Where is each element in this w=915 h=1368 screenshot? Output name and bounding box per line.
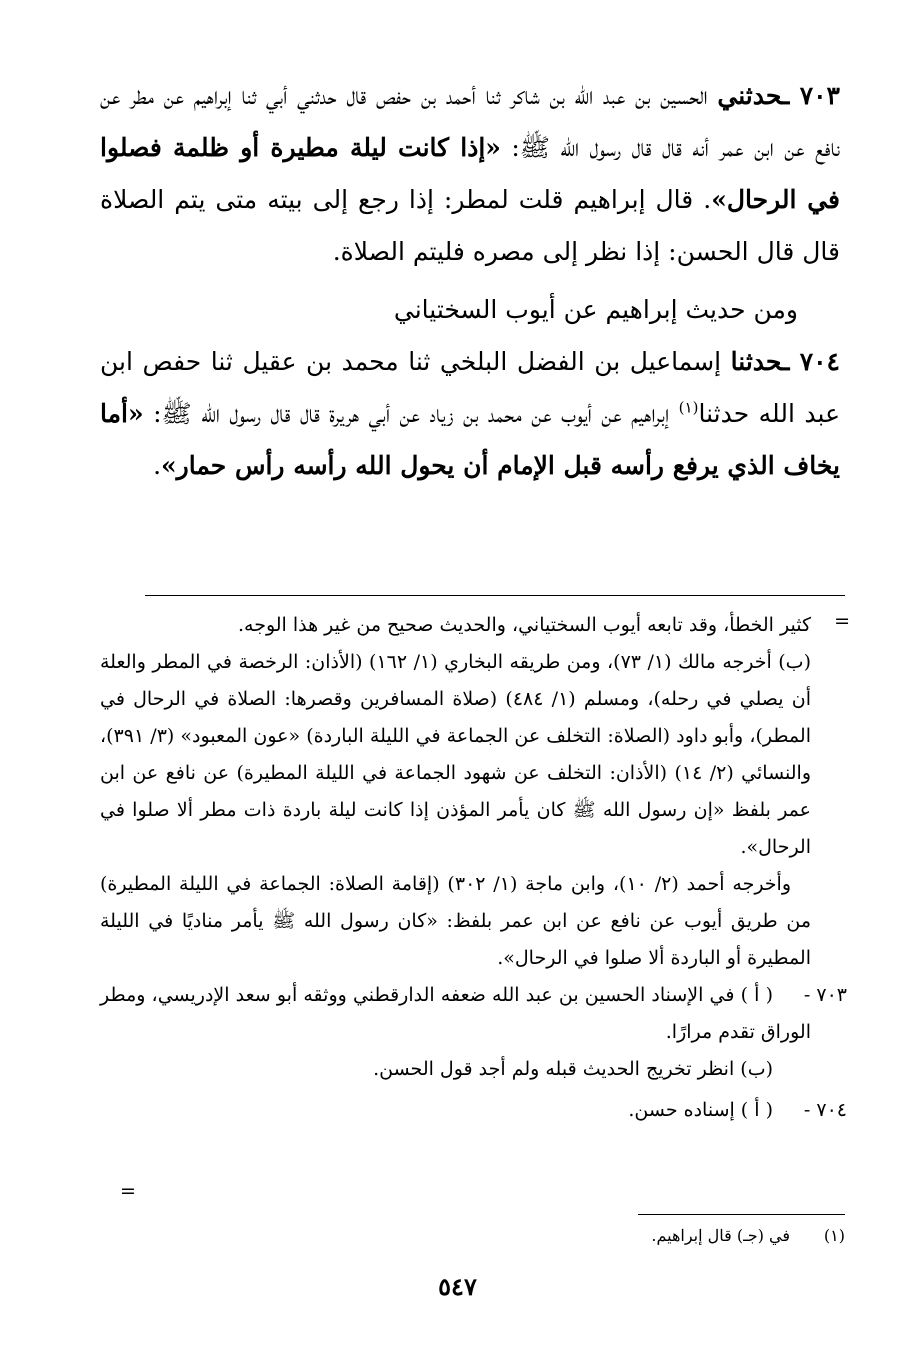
note-takhrij-b2: وأخرجه أحمد (٢/ ١٠)، وابن ماجة (١/ ٣٠٢) (إقامة الصلاة: الجماعة في الليلة المطيرة) من طريق أيوب عن نافع عن ابن عمر بلفظ: «كان رسول الله ﷺ يأمر مناديًا في الليلة المطيرة أو الباردة ألا صلوا في الرحال». — [100, 873, 811, 969]
note-label: ٧٠٤ - — [803, 1099, 847, 1121]
note-text: ( أ ) إسناده حسن. — [628, 1099, 773, 1121]
hadith-number: ٧٠٤ ـ — [782, 347, 840, 376]
hadith-tail: . — [153, 451, 162, 480]
hadith-quote: «أما يخاف الذي يرفع رأسه قبل الإمام أن يحول الله رأسه رأس حمار» — [100, 399, 840, 480]
continuation-mark: = — [834, 610, 850, 632]
note-703-b: (ب) انظر تخريج الحديث قبله ولم أجد قول الحسن. — [373, 1058, 773, 1080]
page-number: ٥٤٧ — [438, 1272, 477, 1301]
note-703 — [100, 977, 845, 1051]
commentary-notes — [100, 607, 845, 1129]
footnote — [651, 1222, 845, 1250]
subheading-text: ومن حديث إبراهيم عن أيوب السختياني — [393, 295, 798, 324]
footnote-text: في (جـ) قال إبراهيم. — [651, 1226, 790, 1245]
continuation-mark: = — [120, 1180, 136, 1202]
note-text: ( أ ) في الإسناد الحسين بن عبد الله ضعفه الدارقطني ووثقه أبو سعد الإدريسي، ومطر الوراق تقدم مرارًا. — [100, 984, 811, 1043]
note-continuation: كثير الخطأ، وقد تابعه أيوب السختياني، والحديث صحيح من غير هذا الوجه. — [237, 614, 811, 636]
main-text — [100, 70, 840, 492]
isnad-text: إسماعيل بن الفضل البلخي ثنا محمد بن عقيل ثنا حفص ابن عبد الله حدثنا — [100, 347, 840, 428]
footnote-number: (١) — [823, 1226, 845, 1245]
section-subheading — [100, 284, 840, 336]
notes-divider — [145, 595, 845, 596]
isnad-text: إبراهيم عن أيوب عن محمد بن زياد عن أبي هريرة قال قال رسول الله ﷺ: — [143, 399, 679, 428]
hadith-tail: . قال إبراهيم قلت لمطر: إذا رجع إلى بيته متى يتم الصلاة قال قال الحسن: إذا نظر إلى مصره فليتم الصلاة. — [100, 185, 840, 266]
isnad-text: الحسين بن عبد الله بن شاكر ثنا أحمد بن حفص قال حدثني أبي ثنا إبراهيم عن مطر عن نافع عن ابن عمر أنه قال قال رسول الله ﷺ: — [100, 81, 840, 162]
hadith-703 — [100, 70, 840, 278]
hadith-lead: حدثني — [717, 81, 782, 110]
footnote-divider — [638, 1214, 845, 1215]
hadith-lead: حدثنا — [730, 347, 783, 376]
hadith-704 — [100, 336, 840, 492]
footnote-marker: (١) — [678, 398, 699, 417]
note-label: ٧٠٣ - — [803, 984, 847, 1006]
hadith-number: ٧٠٣ ـ — [781, 81, 840, 110]
note-704 — [100, 1092, 845, 1129]
hadith-quote: «إذا كانت ليلة مطيرة أو ظلمة فصلوا في الرحال» — [100, 133, 840, 214]
note-takhrij-b: (ب) أخرجه مالك (١/ ٧٣)، ومن طريقه البخاري (١/ ١٦٢) (الأذان: الرخصة في المطر والعلة أن يصلي في رحله)، ومسلم (١/ ٤٨٤) (صلاة المسافرين وقصرها: الصلاة في الرحال في المطر)، وأبو داود (الصلاة: التخلف عن الجماعة في الليلة الباردة) «عون المعبود» (٣/ ٣٩١)، والنسائي (٢/ ١٤) (الأذان: التخلف عن شهود الجماعة في الليلة المطيرة) عن نافع عن ابن عمر بلفظ «إن رسول الله ﷺ كان يأمر المؤذن إذا كانت ليلة باردة ذات مطر ألا صلوا في الرحال». — [100, 651, 811, 858]
